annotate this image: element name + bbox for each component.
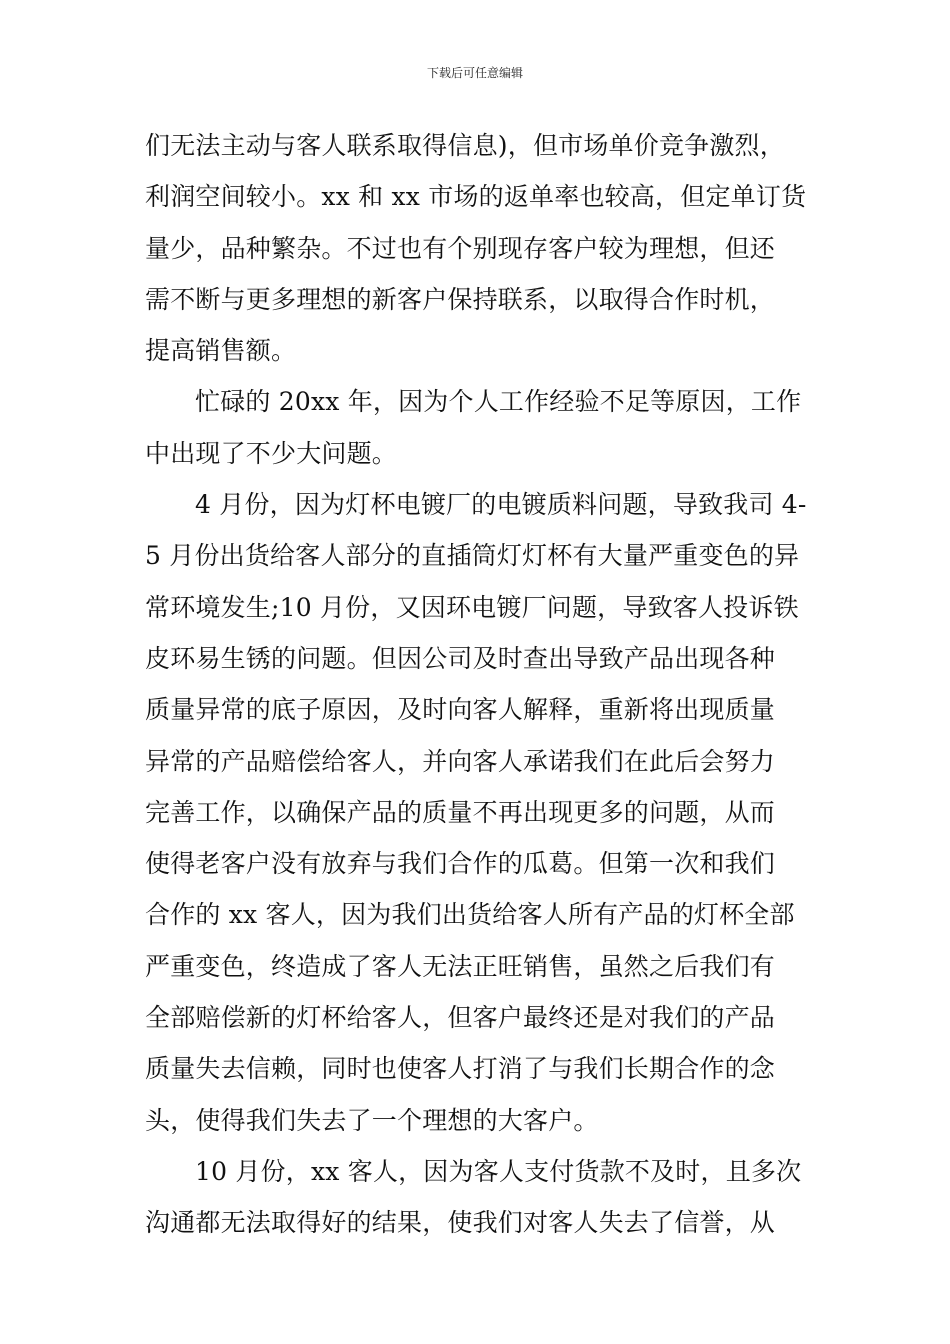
text-line: 量少，品种繁杂。不过也有个别现存客户较为理想，但还 xyxy=(145,233,776,263)
text-line: 使得老客户没有放弃与我们合作的瓜葛。但第一次和我们 xyxy=(145,849,776,879)
document-body xyxy=(145,120,807,1249)
text-line: 完善工作，以确保产品的质量不再出现更多的问题，从而 xyxy=(145,797,776,827)
text-line: 10 月份，xx 客人，因为客人支付货款不及时，且多次 xyxy=(195,1156,802,1186)
text-line: 常环境发生;10 月份，又因环电镀厂问题，导致客人投诉铁 xyxy=(145,592,799,622)
text-line: 沟通都无法取得好的结果，使我们对客人失去了信誉，从 xyxy=(145,1208,776,1238)
text-line: 质量异常的底子原因，及时向客人解释，重新将出现质量 xyxy=(145,695,776,725)
text-line: 皮环易生锈的问题。但因公司及时查出导致产品出现各种 xyxy=(145,643,776,673)
text-line: 合作的 xx 客人，因为我们出货给客人所有产品的灯杯全部 xyxy=(145,900,795,930)
text-line: 全部赔偿新的灯杯给客人，但客户最终还是对我们的产品 xyxy=(145,1003,776,1033)
text-line: 5 月份出货给客人部分的直插筒灯灯杯有大量严重变色的异 xyxy=(145,541,800,571)
text-line: 忙碌的 20xx 年，因为个人工作经验不足等原因，工作 xyxy=(195,387,802,417)
text-line: 们无法主动与客人联系取得信息)，但市场单价竞争激烈， xyxy=(145,131,785,160)
page-header: 下载后可任意编辑 xyxy=(426,66,523,80)
text-line: 利润空间较小。xx 和 xx 市场的返单率也较高，但定单订货 xyxy=(145,182,807,212)
text-line: 头，使得我们失去了一个理想的大客户。 xyxy=(145,1105,599,1135)
text-line: 中出现了不少大问题。 xyxy=(145,438,398,468)
text-line: 提高销售额。 xyxy=(145,336,297,366)
text-line: 需不断与更多理想的新客户保持联系，以取得合作时机， xyxy=(145,284,776,314)
text-line: 4 月份，因为灯杯电镀厂的电镀质料问题，导致我司 4- xyxy=(195,490,807,520)
text-line: 质量失去信赖，同时也使客人打消了与我们长期合作的念 xyxy=(145,1054,776,1084)
text-line: 异常的产品赔偿给客人，并向客人承诺我们在此后会努力 xyxy=(145,746,776,776)
text-line: 严重变色，终造成了客人无法正旺销售，虽然之后我们有 xyxy=(145,951,776,981)
